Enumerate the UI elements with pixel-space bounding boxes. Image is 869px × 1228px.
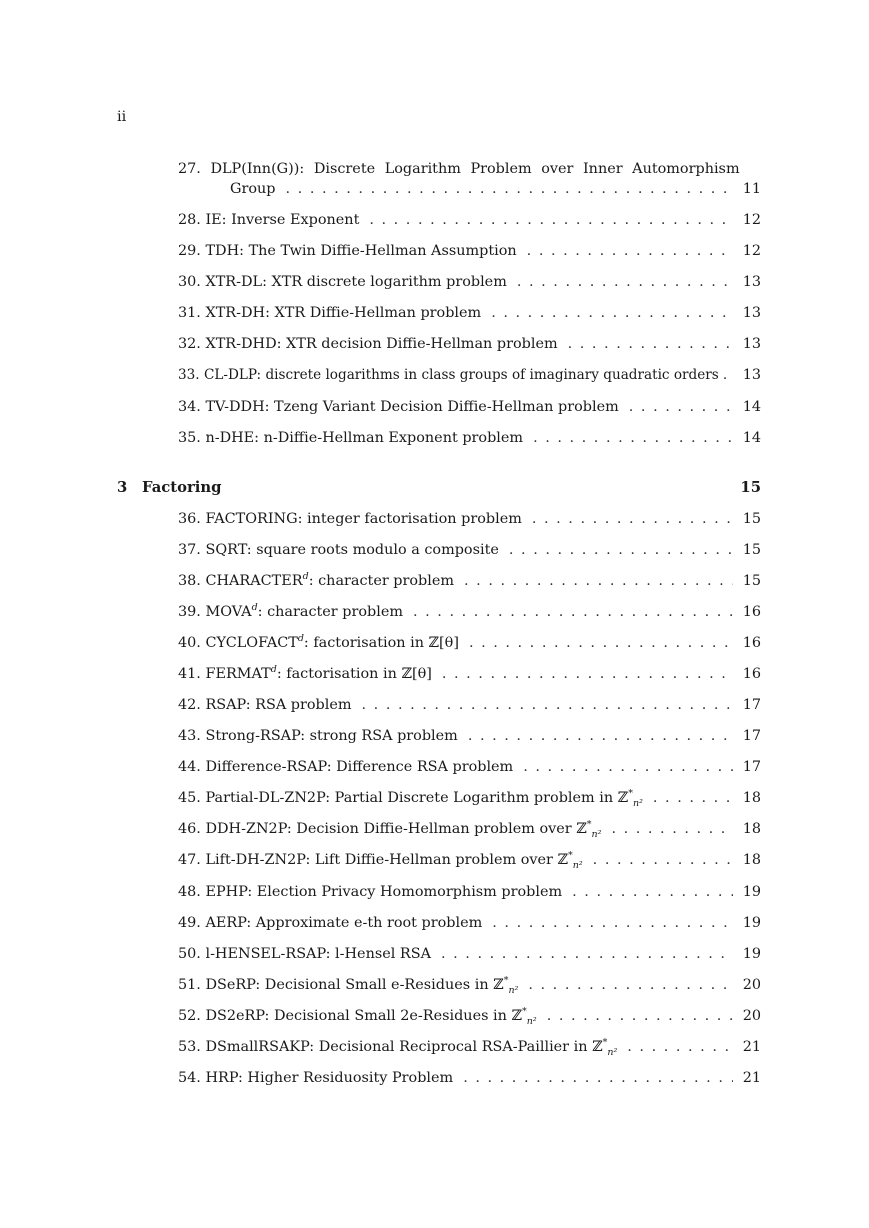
dot-leader [517, 273, 733, 291]
dot-leader [572, 883, 733, 901]
toc-entry-title: 29. TDH: The Twin Diffie-Hellman Assumption [178, 243, 517, 259]
dot-leader [532, 510, 733, 528]
toc-entry-38[interactable] [178, 572, 761, 590]
toc-entry-title: 35. n-DHE: n-Diffie-Hellman Exponent problem [178, 430, 524, 446]
toc-entry-page: 16 [742, 635, 761, 651]
toc-entry-page: 14 [742, 399, 761, 415]
toc-entry-title: 27. DLP(Inn(G)): Discrete Logarithm Problem over Inner Automorphism [178, 161, 740, 177]
toc-entry-29[interactable] [178, 242, 761, 260]
toc-entry-title: 53. DSmallRSAKP: Decisional Reciprocal RSA-Paillier in ℤ*$_{n^2}$ [178, 1037, 618, 1058]
toc-entry-page: 17 [742, 728, 761, 744]
chapter-heading-factoring[interactable] [117, 479, 761, 496]
toc-entry-40[interactable] [178, 634, 761, 652]
toc-entry-page: 16 [742, 604, 761, 620]
toc-entry-31[interactable] [178, 304, 761, 322]
dot-leader [362, 696, 733, 714]
toc-entry-51[interactable] [178, 976, 761, 994]
toc-entry-48[interactable] [178, 883, 761, 901]
toc-entry-title: 44. Difference-RSAP: Difference RSA problem [178, 759, 514, 775]
toc-entry-page: 18 [742, 852, 761, 868]
dot-leader [528, 976, 733, 994]
dot-leader [523, 758, 733, 776]
dot-leader [723, 366, 735, 384]
dot-leader [464, 572, 733, 590]
toc-entry-title: 49. AERP: Approximate e-th root problem [178, 915, 483, 931]
dot-leader [286, 179, 733, 199]
toc-entry-45[interactable] [178, 789, 761, 807]
chapter-number: 3 [117, 479, 128, 496]
dot-leader [629, 398, 733, 416]
chapter-title: Factoring [142, 479, 222, 496]
toc-entry-42[interactable] [178, 696, 761, 714]
toc-entry-page: 20 [742, 977, 761, 993]
dot-leader [369, 211, 733, 229]
toc-entry-52[interactable] [178, 1007, 761, 1025]
page-number: ii [117, 109, 127, 125]
toc-entry-page: 18 [742, 821, 761, 837]
toc-entry-page: 12 [742, 212, 761, 228]
toc-entry-title: 52. DS2eRP: Decisional Small 2e-Residues in ℤ*$_{n^2}$ [178, 1006, 537, 1027]
toc-entry-title: 34. TV-DDH: Tzeng Variant Decision Diffie-Hellman problem [178, 399, 619, 415]
toc-entry-49[interactable] [178, 914, 761, 932]
toc-entry-title: 37. SQRT: square roots modulo a composite [178, 542, 499, 558]
toc-entry-46[interactable] [178, 820, 761, 838]
toc-entry-title: 28. IE: Inverse Exponent [178, 212, 360, 228]
toc-entry-title: 39. MOVA$^d$: character problem [178, 602, 403, 620]
dot-leader [509, 541, 733, 559]
toc-entry-page: 21 [742, 1070, 761, 1086]
toc-entry-41[interactable] [178, 665, 761, 683]
toc-entry-page: 15 [742, 573, 761, 589]
toc-entry-title: 54. HRP: Higher Residuosity Problem [178, 1070, 454, 1086]
dot-leader [491, 304, 733, 322]
toc-entry-50[interactable] [178, 945, 761, 963]
toc-entry-page: 15 [742, 511, 761, 527]
toc-entry-43[interactable] [178, 727, 761, 745]
toc-entry-33[interactable] [178, 366, 761, 384]
toc-entry-page: 12 [742, 243, 761, 259]
dot-leader [492, 914, 733, 932]
toc-entry-page: 19 [742, 884, 761, 900]
toc-entry-title: 33. CL-DLP: discrete logarithms in class groups of imaginary quadratic orders [178, 367, 719, 383]
toc-entry-title: 38. CHARACTER$^d$: character problem [178, 571, 455, 589]
toc-entry-page: 19 [742, 915, 761, 931]
dot-leader [533, 429, 733, 447]
dot-leader [568, 335, 733, 353]
toc-entry-title: 47. Lift-DH-ZN2P: Lift Diffie-Hellman problem over ℤ*$_{n^2}$ [178, 850, 583, 871]
toc-entry-title: 42. RSAP: RSA problem [178, 697, 352, 713]
toc-entry-44[interactable] [178, 758, 761, 776]
toc-entry-page: 17 [742, 759, 761, 775]
toc-entry-53[interactable] [178, 1038, 761, 1056]
dot-leader [653, 789, 733, 807]
toc-entry-title: 40. CYCLOFACT$^d$: factorisation in ℤ[θ] [178, 633, 459, 651]
toc-entry-title: 50. l-HENSEL-RSAP: l-Hensel RSA [178, 946, 431, 962]
dot-leader [527, 242, 733, 260]
toc-entry-title: 46. DDH-ZN2P: Decision Diffie-Hellman problem over ℤ*$_{n^2}$ [178, 819, 602, 840]
toc-entry-37[interactable] [178, 541, 761, 559]
toc-entry-page: 15 [742, 542, 761, 558]
toc-entry-page: 13 [742, 274, 761, 290]
dot-leader [593, 851, 733, 869]
toc-entry-title: 51. DSeRP: Decisional Small e-Residues in ℤ*$_{n^2}$ [178, 975, 519, 996]
toc-entry-32[interactable] [178, 335, 761, 353]
toc-entry-30[interactable] [178, 273, 761, 291]
toc-entry-39[interactable] [178, 603, 761, 621]
dot-leader [468, 727, 733, 745]
toc-entry-title: 43. Strong-RSAP: strong RSA problem [178, 728, 458, 744]
toc-entry-page: 11 [742, 181, 761, 197]
toc-entry-35[interactable] [178, 429, 761, 447]
toc-entry-title: 31. XTR-DH: XTR Diffie-Hellman problem [178, 305, 482, 321]
toc-entry-page: 14 [742, 430, 761, 446]
toc-entry-page: 13 [742, 367, 761, 383]
toc-entry-28[interactable] [178, 211, 761, 229]
toc-entry-title: 41. FERMAT$^d$: factorisation in ℤ[θ] [178, 664, 432, 682]
dot-leader [413, 603, 733, 621]
dot-leader [441, 945, 733, 963]
toc-entry-page: 17 [742, 697, 761, 713]
dot-leader [547, 1007, 733, 1025]
dot-leader [469, 634, 733, 652]
toc-entry-54[interactable] [178, 1069, 761, 1087]
toc-entry-title: 45. Partial-DL-ZN2P: Partial Discrete Logarithm problem in ℤ*$_{n^2}$ [178, 788, 643, 809]
toc-entry-27[interactable] [178, 159, 761, 199]
toc-entry-page: 13 [742, 305, 761, 321]
toc-entry-36[interactable] [178, 510, 761, 528]
toc-entry-page: 21 [742, 1039, 761, 1055]
toc-entry-title-cont: Group [230, 181, 276, 197]
toc-entry-page: 13 [742, 336, 761, 352]
toc-entry-page: 20 [742, 1008, 761, 1024]
dot-leader [463, 1069, 733, 1087]
toc-entry-title: 30. XTR-DL: XTR discrete logarithm problem [178, 274, 507, 290]
dot-leader [627, 1038, 733, 1056]
dot-leader [442, 665, 733, 683]
toc-entry-47[interactable] [178, 851, 761, 869]
toc-entry-title: 48. EPHP: Election Privacy Homomorphism problem [178, 884, 563, 900]
toc-entry-34[interactable] [178, 398, 761, 416]
toc-entry-page: 19 [742, 946, 761, 962]
toc-entry-title: 36. FACTORING: integer factorisation problem [178, 511, 522, 527]
toc-entry-page: 18 [742, 790, 761, 806]
chapter-page: 15 [740, 479, 761, 496]
dot-leader [611, 820, 733, 838]
toc-entry-title: 32. XTR-DHD: XTR decision Diffie-Hellman problem [178, 336, 558, 352]
toc-entry-page: 16 [742, 666, 761, 682]
